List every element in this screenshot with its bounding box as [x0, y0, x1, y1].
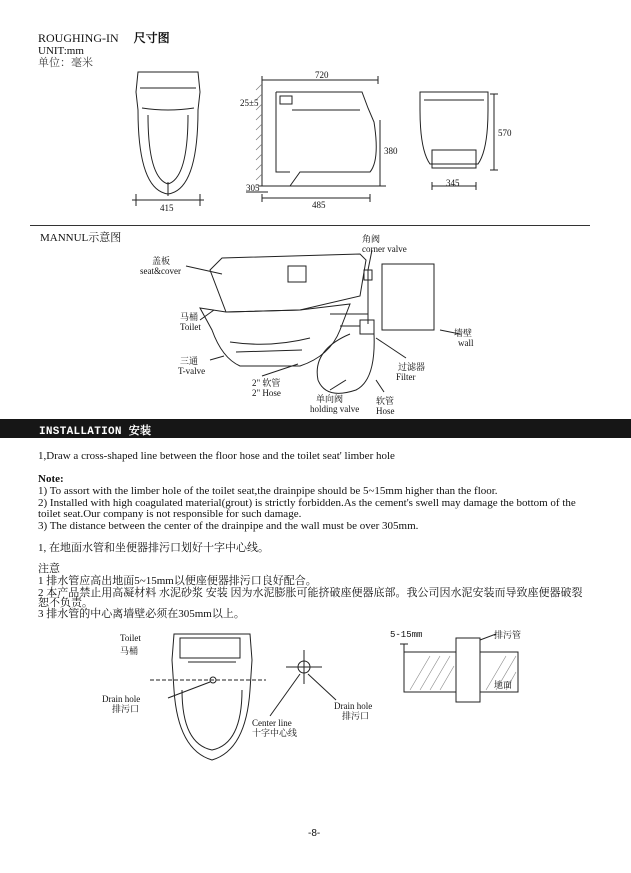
inst-gap: 5-15mm [390, 630, 423, 640]
inst-center-cn: 十字中心线 [252, 728, 298, 738]
label-filter-cn: 过滤器 [398, 362, 426, 372]
label-hose2-en: 2" Hose [252, 388, 281, 398]
note-title-cn: 注意 [38, 563, 60, 575]
inst-drain-en: Drain hole [102, 694, 141, 704]
note-cn-2: 2 本产品禁止用高凝材料 水泥砂浆 安装 因为水泥膨胀可能挤破座便器底部。我公司因水泥安装而导致座便器破裂 [38, 587, 583, 599]
label-hose2-cn: 2" 软管 [252, 378, 281, 388]
label-tvalve-en: T-valve [178, 366, 206, 376]
unit-en: UNIT:mm [38, 45, 84, 57]
label-corner-cn: 角阀 [362, 234, 381, 244]
label-toilet-en: Toilet [180, 322, 201, 332]
dim-front-width: 415 [160, 203, 174, 213]
label-hose-en: Hose [376, 406, 395, 416]
label-holding-cn: 单向阀 [316, 394, 344, 404]
dim-tank: 25±5 [240, 98, 259, 108]
label-tvalve-cn: 三通 [180, 356, 199, 366]
label-holding-en: holding valve [310, 404, 360, 414]
section-rule [30, 225, 590, 226]
step1-en: 1,Draw a cross-shaped line between the floor hose and the toilet seat' limber hole [38, 450, 395, 462]
dim-rear-height: 570 [498, 128, 512, 138]
step1-cn: 1, 在地面水管和坐便器排污口划好十字中心线。 [38, 542, 269, 554]
dim-side-floor: 305 [246, 183, 260, 193]
note-en-2: 2) Installed with high coagulated material(grout) is strictly forbidden.As the cement's swell may damage the bottom of the [38, 497, 576, 509]
inst-drain2-en: Drain hole [334, 701, 373, 711]
note-cn-3: 3 排水管的中心离墙壁必须在305mm以上。 [38, 608, 245, 620]
note-en-1: 1) To assort with the limber hole of the toilet seat,the drainpipe should be 5~15mm higher than the floor. [38, 485, 498, 497]
label-seat-cn: 盖板 [152, 256, 171, 266]
inst-floor-cn: 地面 [494, 680, 513, 690]
note-en-3: 3) The distance between the center of the drainpipe and the wall must be over 305mm. [38, 520, 419, 532]
manual-title: MANNUL示意图 [40, 232, 122, 244]
label-wall-en: wall [458, 338, 474, 348]
roughing-title-cn: 尺寸图 [133, 31, 170, 45]
installation-diagram [0, 620, 631, 780]
installation-header [0, 419, 631, 438]
page-number: -8- [308, 828, 321, 839]
label-corner-en: corner valve [362, 244, 407, 254]
roughing-drawings [0, 0, 631, 220]
dim-side-total: 720 [315, 70, 329, 80]
label-hose-cn: 软管 [376, 396, 395, 406]
inst-pipe-cn: 排污管 [494, 630, 522, 640]
inst-toilet-cn: 马桶 [120, 646, 139, 656]
label-wall-cn: 墙壁 [454, 328, 473, 338]
inst-drain-cn: 排污口 [112, 704, 140, 714]
installation-header-text: INSTALLATION 安装 [39, 426, 152, 438]
dim-side-height: 380 [384, 146, 398, 156]
dim-rear-width: 345 [446, 178, 460, 188]
label-seat-en: seat&cover [140, 266, 181, 276]
label-toilet-cn: 马桶 [180, 312, 199, 322]
unit-cn: 单位：毫米 [38, 57, 93, 69]
note-title: Note: [38, 473, 64, 485]
dim-side-depth: 485 [312, 200, 326, 210]
note-cn-1: 1 排水管应高出地面5~15mm以便座便器排污口良好配合。 [38, 575, 317, 587]
inst-drain2-cn: 排污口 [342, 711, 370, 721]
label-filter-en: Filter [396, 372, 416, 382]
note-en-2b: toilet seat.Our company is not responsible for such damage. [38, 508, 302, 520]
inst-center-en: Center line [252, 718, 292, 728]
roughing-title-en: ROUGHING-IN [38, 31, 119, 45]
note-cn-2b: 恕不负责。 [38, 597, 93, 609]
inst-toilet-en: Toilet [120, 633, 141, 643]
